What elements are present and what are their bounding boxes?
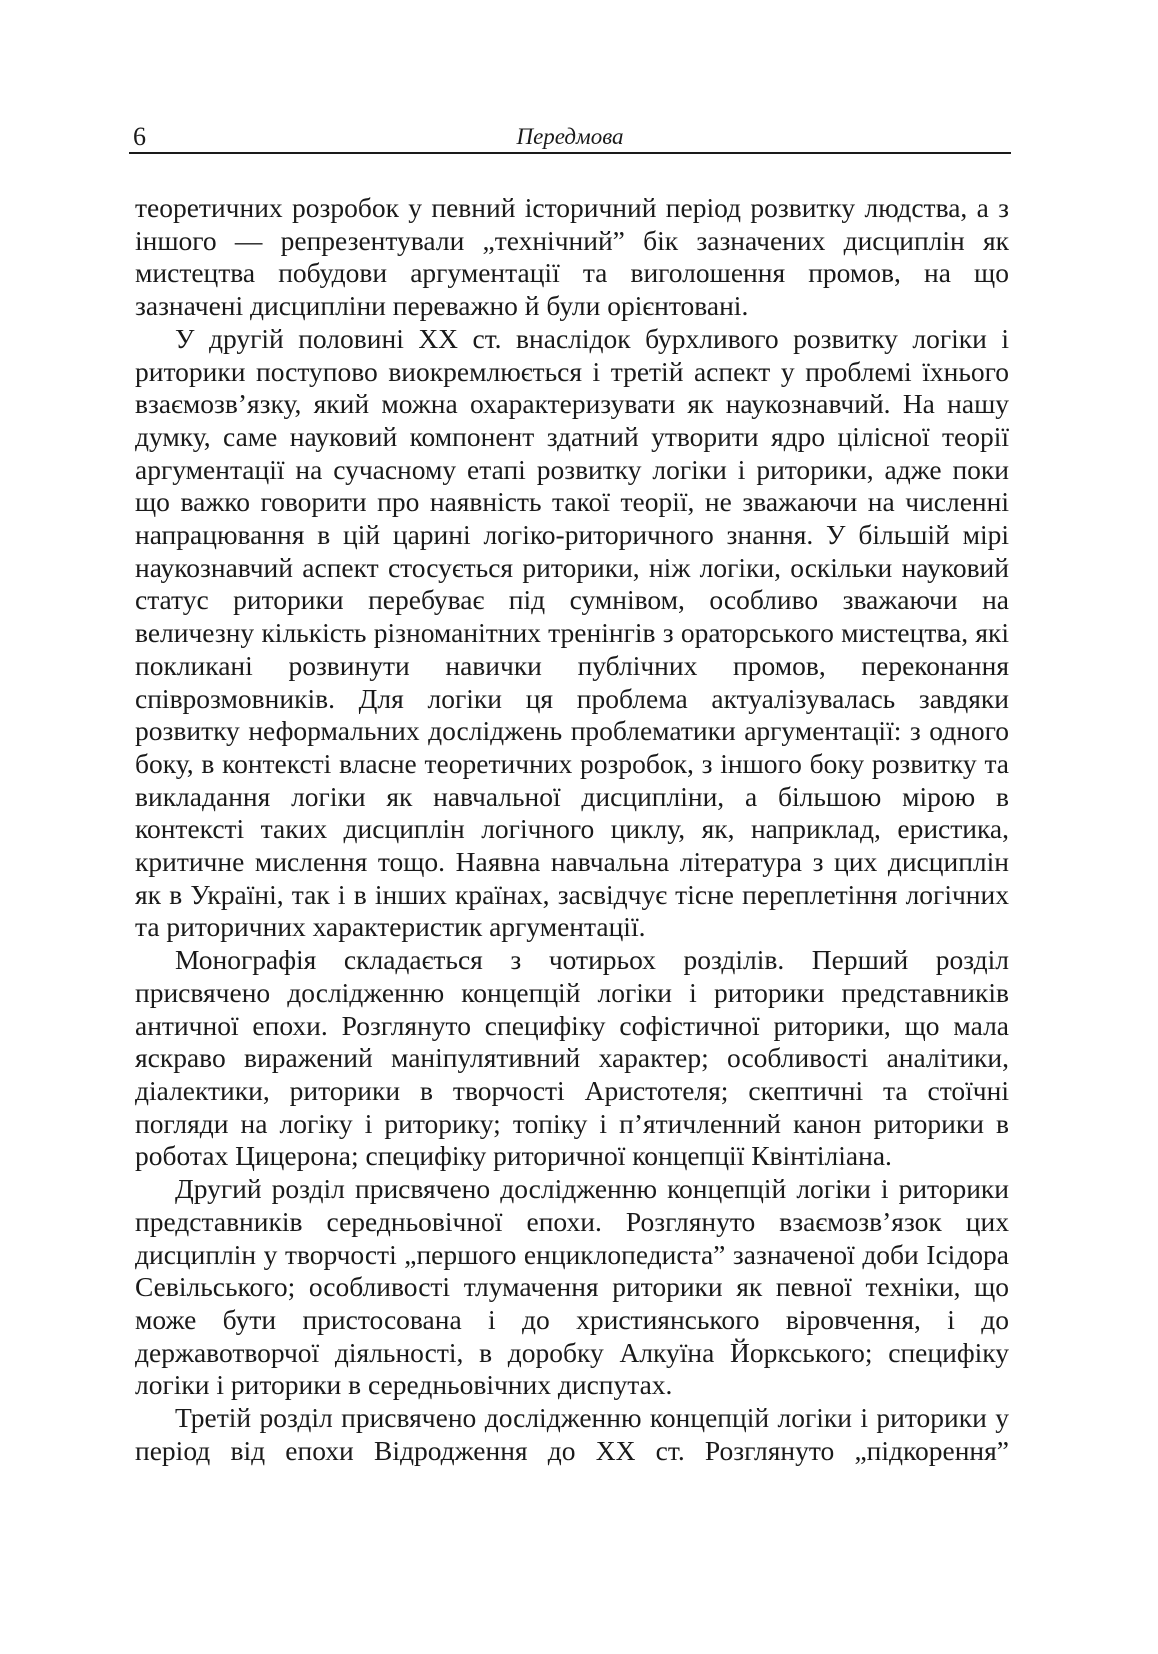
page-number: 6 <box>133 122 146 151</box>
paragraph: Монографія складається з чотирьох розділів. Перший розділ присвячено дослідженню концепцій логіки і риторики представників античної епохи. Розглянуто специфіку софістичної риторики, що мала яскраво виражений маніпулятивний характер; особливості аналітики, діалектики, риторики в творчості Аристотеля; скептичні та стоїчні погляди на логіку і риторику; топіку і п’ятичленний канон риторики в роботах Цицерона; специфіку риторичної концепції Квінтіліана. <box>135 944 1009 1172</box>
body-text <box>135 192 1009 1467</box>
running-header <box>129 122 1011 154</box>
paragraph: У другій половині XX ст. внаслідок бурхливого розвитку логіки і риторики поступово виокремлюється і третій аспект у проблемі їхнього взаємозв’язку, який можна охарактеризувати як наукознавчий. На нашу думку, саме науковий компонент здатний утворити ядро цілісної теорії аргументації на сучасному етапі розвитку логіки і риторики, адже поки що важко говорити про наявність такої теорії, не зважаючи на численні напрацювання в цій царині логіко-риторичного знання. У більшій мірі наукознавчий аспект стосується риторики, ніж логіки, оскільки науковий статус риторики перебуває під сумнівом, особливо зважаючи на величезну кількість різноманітних тренінгів з ораторського мистецтва, які покликані розвинути навички публічних промов, переконання співрозмовників. Для логіки ця проблема актуалізувалась завдяки розвитку неформальних досліджень проблематики аргументації: з одного боку, в контексті власне теоретичних розробок, з іншого боку розвитку та викладання логіки як навчальної дисципліни, а більшою мірою в контексті таких дисциплін логічного циклу, як, наприклад, еристика, критичне мислення тощо. Наявна навчальна література з цих дисциплін як в Україні, так і в інших країнах, засвідчує тісне переплетіння логічних та риторичних характеристик аргументації. <box>135 322 1009 943</box>
paragraph: Другий розділ присвячено дослідженню концепцій логіки і риторики представників середньовічної епохи. Розглянуто взаємозв’язок цих дисциплін у творчості „першого енциклопедиста” зазначеної доби Ісідора Севільського; особливості тлумачення риторики як певної техніки, що може бути пристосована і до християнського віровчення, і до державотворчої діяльності, в доробку Алкуїна Йоркського; специфіку логіки і риторики в середньовічних диспутах. <box>135 1173 1009 1401</box>
paragraph: Третій розділ присвячено дослідженню концепцій логіки і риторики у період від епохи Відродження до XX ст. Розглянуто „підкорення” <box>135 1402 1009 1466</box>
header-title: Передмова <box>516 124 624 149</box>
paragraph-continuation: теоретичних розробок у певний історичний період розвитку людства, а з іншого — репрезентували „технічний” бік зазначених дисциплін як мистецтва побудови аргументації та виголошення промов, на що зазначені дисципліни переважно й були орієнтовані. <box>135 192 1009 322</box>
